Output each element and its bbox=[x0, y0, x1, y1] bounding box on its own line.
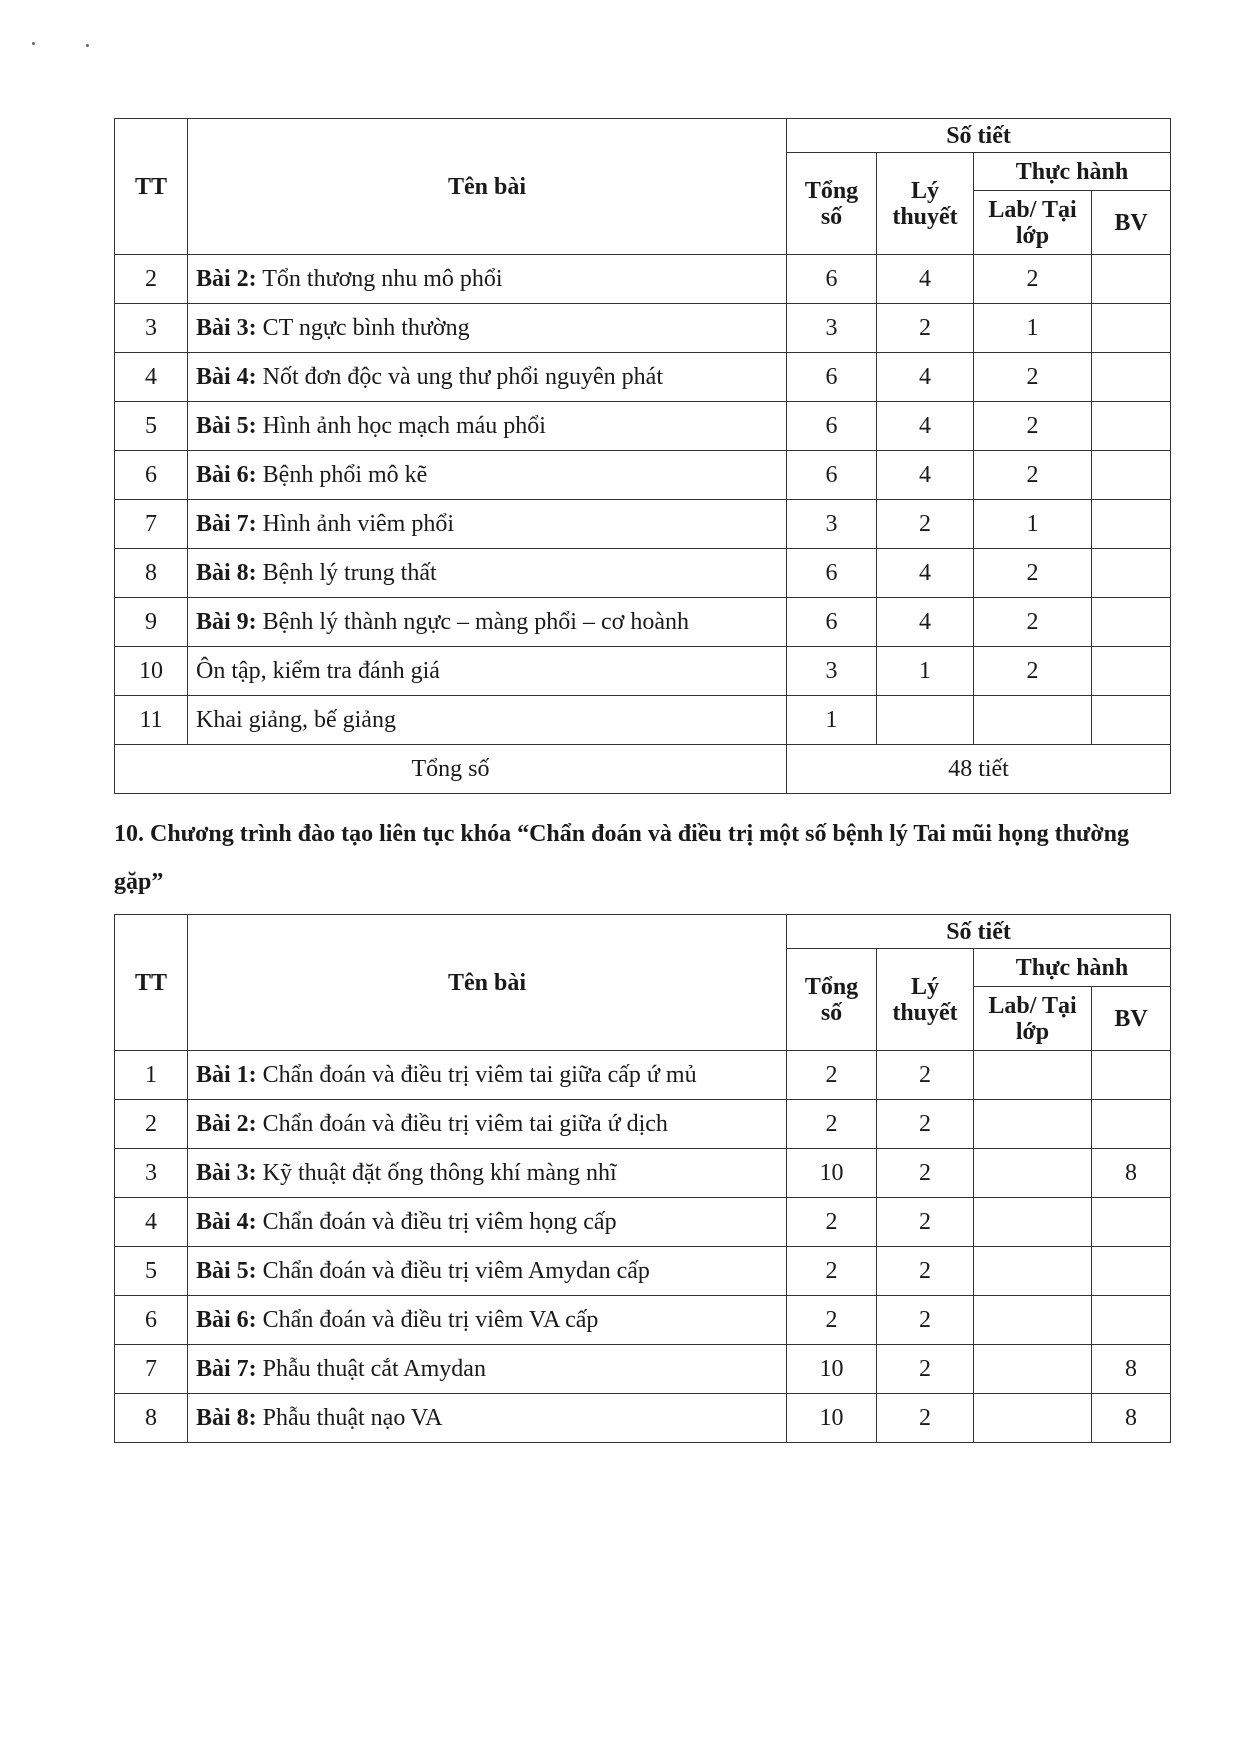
cell-tong: 2 bbox=[787, 1198, 877, 1247]
table-row bbox=[115, 304, 1171, 353]
table-row bbox=[115, 598, 1171, 647]
cell-ly: 4 bbox=[877, 549, 974, 598]
table-row bbox=[115, 353, 1171, 402]
cell-lab: 2 bbox=[974, 255, 1092, 304]
header-tong-so: Tổng số bbox=[787, 153, 877, 255]
scan-speck bbox=[32, 42, 35, 45]
cell-tong: 2 bbox=[787, 1247, 877, 1296]
table-row bbox=[115, 696, 1171, 745]
cell-tt: 5 bbox=[115, 1247, 188, 1296]
cell-lab bbox=[974, 1296, 1092, 1345]
total-label: Tổng số bbox=[115, 745, 787, 794]
cell-tt: 10 bbox=[115, 647, 188, 696]
table-row bbox=[115, 1247, 1171, 1296]
cell-lesson bbox=[188, 255, 787, 304]
cell-tt: 4 bbox=[115, 353, 188, 402]
cell-lab bbox=[974, 1247, 1092, 1296]
cell-bv: 8 bbox=[1092, 1149, 1171, 1198]
lesson-label: Bài 4: bbox=[196, 1208, 257, 1235]
lesson-name: Chẩn đoán và điều trị viêm họng cấp bbox=[256, 1208, 617, 1235]
table-row bbox=[115, 549, 1171, 598]
lesson-name: Bệnh lý thành ngực – màng phổi – cơ hoành bbox=[256, 608, 689, 635]
cell-ly: 2 bbox=[877, 1100, 974, 1149]
lesson-label: Bài 8: bbox=[196, 1404, 257, 1431]
cell-bv bbox=[1092, 500, 1171, 549]
cell-lab bbox=[974, 1051, 1092, 1100]
header-thuc-hanh: Thực hành bbox=[974, 153, 1171, 191]
cell-bv bbox=[1092, 598, 1171, 647]
cell-lesson bbox=[188, 1198, 787, 1247]
cell-tong: 3 bbox=[787, 304, 877, 353]
table-row bbox=[115, 1100, 1171, 1149]
cell-lab bbox=[974, 1394, 1092, 1443]
header-lab: Lab/ Tại lớp bbox=[974, 191, 1092, 255]
cell-tong: 6 bbox=[787, 451, 877, 500]
cell-lesson bbox=[188, 1149, 787, 1198]
cell-tt: 5 bbox=[115, 402, 188, 451]
total-row bbox=[115, 745, 1171, 794]
lesson-name: CT ngực bình thường bbox=[256, 314, 470, 341]
table-row bbox=[115, 500, 1171, 549]
header-ly-thuyet: Lý thuyết bbox=[877, 153, 974, 255]
lesson-name: Phẫu thuật nạo VA bbox=[256, 1404, 443, 1431]
table-row bbox=[115, 1149, 1171, 1198]
cell-lesson bbox=[188, 1247, 787, 1296]
cell-lesson bbox=[188, 353, 787, 402]
cell-bv bbox=[1092, 353, 1171, 402]
cell-tt: 1 bbox=[115, 1051, 188, 1100]
cell-bv: 8 bbox=[1092, 1345, 1171, 1394]
cell-tong: 6 bbox=[787, 353, 877, 402]
cell-bv: 8 bbox=[1092, 1394, 1171, 1443]
lesson-name: Chẩn đoán và điều trị viêm tai giữa ứ dịch bbox=[256, 1110, 668, 1137]
lesson-name: Nốt đơn độc và ung thư phổi nguyên phát bbox=[256, 363, 663, 390]
header-bv: BV bbox=[1092, 987, 1171, 1051]
cell-lab bbox=[974, 1198, 1092, 1247]
lesson-name: Ôn tập, kiểm tra đánh giá bbox=[196, 657, 440, 684]
cell-bv bbox=[1092, 1100, 1171, 1149]
cell-tong: 3 bbox=[787, 647, 877, 696]
lesson-name: Bệnh phổi mô kẽ bbox=[256, 461, 428, 488]
lesson-label: Bài 7: bbox=[196, 510, 257, 537]
cell-ly: 4 bbox=[877, 353, 974, 402]
header-thuc-hanh: Thực hành bbox=[974, 949, 1171, 987]
cell-bv bbox=[1092, 304, 1171, 353]
cell-lesson bbox=[188, 598, 787, 647]
lesson-name: Hình ảnh học mạch máu phổi bbox=[256, 412, 546, 439]
cell-lesson bbox=[188, 647, 787, 696]
cell-tong: 10 bbox=[787, 1149, 877, 1198]
cell-ly: 2 bbox=[877, 1149, 974, 1198]
header-so-tiet: Số tiết bbox=[787, 915, 1171, 949]
cell-bv bbox=[1092, 1198, 1171, 1247]
cell-lab: 1 bbox=[974, 304, 1092, 353]
cell-lesson bbox=[188, 402, 787, 451]
cell-tong: 6 bbox=[787, 255, 877, 304]
cell-bv bbox=[1092, 1051, 1171, 1100]
lesson-label: Bài 1: bbox=[196, 1061, 257, 1088]
cell-lab bbox=[974, 1100, 1092, 1149]
table-row bbox=[115, 1345, 1171, 1394]
cell-ly: 4 bbox=[877, 255, 974, 304]
cell-bv bbox=[1092, 451, 1171, 500]
course-table-1 bbox=[114, 118, 1171, 794]
cell-lesson bbox=[188, 549, 787, 598]
scan-speck bbox=[86, 44, 89, 47]
cell-ly: 4 bbox=[877, 402, 974, 451]
header-tong-so: Tổng số bbox=[787, 949, 877, 1051]
lesson-label: Bài 2: bbox=[196, 265, 257, 292]
cell-ly: 2 bbox=[877, 500, 974, 549]
cell-lab bbox=[974, 696, 1092, 745]
cell-ly: 2 bbox=[877, 1247, 974, 1296]
cell-lesson bbox=[188, 1345, 787, 1394]
cell-bv bbox=[1092, 1247, 1171, 1296]
cell-tt: 2 bbox=[115, 1100, 188, 1149]
lesson-label: Bài 6: bbox=[196, 1306, 257, 1333]
cell-tong: 6 bbox=[787, 598, 877, 647]
cell-lab: 2 bbox=[974, 353, 1092, 402]
cell-lab bbox=[974, 1345, 1092, 1394]
cell-bv bbox=[1092, 549, 1171, 598]
cell-bv bbox=[1092, 696, 1171, 745]
header-ly-thuyet: Lý thuyết bbox=[877, 949, 974, 1051]
lesson-name: Khai giảng, bế giảng bbox=[196, 706, 396, 733]
table-row bbox=[115, 647, 1171, 696]
header-tt: TT bbox=[115, 119, 188, 255]
header-tt: TT bbox=[115, 915, 188, 1051]
cell-ly: 2 bbox=[877, 1345, 974, 1394]
cell-ly: 2 bbox=[877, 1051, 974, 1100]
table-row bbox=[115, 1051, 1171, 1100]
cell-lab bbox=[974, 1149, 1092, 1198]
cell-bv bbox=[1092, 647, 1171, 696]
cell-lesson bbox=[188, 1051, 787, 1100]
cell-ly: 2 bbox=[877, 304, 974, 353]
cell-tt: 4 bbox=[115, 1198, 188, 1247]
cell-tt: 2 bbox=[115, 255, 188, 304]
table-row bbox=[115, 451, 1171, 500]
cell-lesson bbox=[188, 1296, 787, 1345]
cell-tt: 3 bbox=[115, 1149, 188, 1198]
cell-lesson bbox=[188, 304, 787, 353]
cell-tong: 6 bbox=[787, 549, 877, 598]
cell-lab: 2 bbox=[974, 451, 1092, 500]
cell-tong: 1 bbox=[787, 696, 877, 745]
cell-tong: 3 bbox=[787, 500, 877, 549]
lesson-label: Bài 5: bbox=[196, 412, 257, 439]
cell-ly: 4 bbox=[877, 451, 974, 500]
cell-lesson bbox=[188, 1100, 787, 1149]
header-lab: Lab/ Tại lớp bbox=[974, 987, 1092, 1051]
lesson-label: Bài 4: bbox=[196, 363, 257, 390]
header-lesson-name: Tên bài bbox=[188, 119, 787, 255]
cell-lab: 2 bbox=[974, 402, 1092, 451]
cell-lesson bbox=[188, 696, 787, 745]
cell-lab: 2 bbox=[974, 598, 1092, 647]
lesson-label: Bài 8: bbox=[196, 559, 257, 586]
cell-tong: 2 bbox=[787, 1296, 877, 1345]
lesson-label: Bài 9: bbox=[196, 608, 257, 635]
cell-tt: 7 bbox=[115, 1345, 188, 1394]
lesson-label: Bài 7: bbox=[196, 1355, 257, 1382]
cell-tt: 8 bbox=[115, 549, 188, 598]
lesson-name: Bệnh lý trung thất bbox=[256, 559, 437, 586]
lesson-name: Chẩn đoán và điều trị viêm VA cấp bbox=[256, 1306, 599, 1333]
cell-lab: 2 bbox=[974, 647, 1092, 696]
cell-ly bbox=[877, 696, 974, 745]
cell-tt: 11 bbox=[115, 696, 188, 745]
header-lesson-name: Tên bài bbox=[188, 915, 787, 1051]
total-value: 48 tiết bbox=[787, 745, 1171, 794]
table-row bbox=[115, 1394, 1171, 1443]
lesson-name: Tổn thương nhu mô phổi bbox=[256, 265, 503, 292]
cell-lesson bbox=[188, 500, 787, 549]
cell-ly: 2 bbox=[877, 1296, 974, 1345]
cell-lesson bbox=[188, 1394, 787, 1443]
cell-tt: 9 bbox=[115, 598, 188, 647]
lesson-label: Bài 5: bbox=[196, 1257, 257, 1284]
cell-ly: 2 bbox=[877, 1198, 974, 1247]
lesson-name: Chẩn đoán và điều trị viêm Amydan cấp bbox=[256, 1257, 650, 1284]
lesson-name: Hình ảnh viêm phổi bbox=[256, 510, 454, 537]
lesson-name: Kỹ thuật đặt ống thông khí màng nhĩ bbox=[256, 1159, 617, 1186]
cell-tt: 6 bbox=[115, 1296, 188, 1345]
cell-tong: 10 bbox=[787, 1345, 877, 1394]
cell-tong: 6 bbox=[787, 402, 877, 451]
lesson-label: Bài 3: bbox=[196, 1159, 257, 1186]
cell-tt: 8 bbox=[115, 1394, 188, 1443]
cell-tong: 2 bbox=[787, 1051, 877, 1100]
lesson-label: Bài 6: bbox=[196, 461, 257, 488]
cell-tong: 2 bbox=[787, 1100, 877, 1149]
cell-bv bbox=[1092, 255, 1171, 304]
section-heading: 10. Chương trình đào tạo liên tục khóa “Chẩn đoán và điều trị một số bệnh lý Tai mũi họng thường gặp” bbox=[114, 821, 1129, 895]
cell-tt: 7 bbox=[115, 500, 188, 549]
table-row bbox=[115, 255, 1171, 304]
cell-tt: 3 bbox=[115, 304, 188, 353]
cell-ly: 1 bbox=[877, 647, 974, 696]
cell-tt: 6 bbox=[115, 451, 188, 500]
header-so-tiet: Số tiết bbox=[787, 119, 1171, 153]
cell-ly: 4 bbox=[877, 598, 974, 647]
lesson-name: Chẩn đoán và điều trị viêm tai giữa cấp ứ mủ bbox=[256, 1061, 697, 1088]
cell-bv bbox=[1092, 1296, 1171, 1345]
lesson-label: Bài 3: bbox=[196, 314, 257, 341]
course-table-2 bbox=[114, 914, 1171, 1443]
cell-tong: 10 bbox=[787, 1394, 877, 1443]
table-row bbox=[115, 402, 1171, 451]
cell-ly: 2 bbox=[877, 1394, 974, 1443]
cell-bv bbox=[1092, 402, 1171, 451]
lesson-label: Bài 2: bbox=[196, 1110, 257, 1137]
cell-lab: 2 bbox=[974, 549, 1092, 598]
table-row bbox=[115, 1198, 1171, 1247]
cell-lesson bbox=[188, 451, 787, 500]
cell-lab: 1 bbox=[974, 500, 1092, 549]
table-row bbox=[115, 1296, 1171, 1345]
header-bv: BV bbox=[1092, 191, 1171, 255]
lesson-name: Phẫu thuật cắt Amydan bbox=[256, 1355, 486, 1382]
